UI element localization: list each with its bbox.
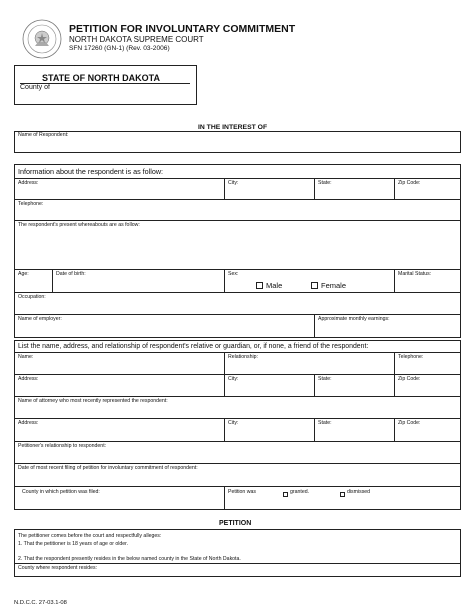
relative-telephone-label: Telephone: — [398, 354, 424, 360]
relative-city-label: City: — [228, 376, 239, 382]
zip-label: Zip Code: — [398, 180, 421, 186]
relative-address-label: Address: — [18, 376, 39, 382]
petition-was-label: Petition was — [228, 489, 256, 495]
petition-heading: PETITION — [219, 520, 252, 527]
respondent-name-field[interactable] — [14, 131, 461, 153]
county-label: County of — [20, 84, 50, 91]
recent-filing-label: Date of most recent filing of petition for involuntary commitment of respondent: — [18, 465, 198, 471]
petition-intro: The petitioner comes before the court and respectfully alleges: — [18, 533, 162, 539]
attorney-zip-label: Zip Code: — [398, 420, 421, 426]
info-heading: Information about the respondent is as follow: — [18, 167, 164, 176]
petition-item-1: 1. That the petitioner is 18 years of age or older. — [18, 541, 129, 547]
marital-label: Marital Status: — [398, 271, 432, 277]
respondent-name-label: Name of Respondent: — [18, 132, 69, 138]
dismissed-checkbox-box[interactable] — [340, 492, 345, 497]
city-label: City: — [228, 180, 239, 186]
sex-label: Sex: — [228, 271, 239, 277]
employer-label: Name of employer: — [18, 316, 62, 322]
attorney-name-label: Name of attorney who most recently represented the respondent: — [18, 398, 168, 404]
age-label: Age: — [18, 271, 29, 277]
state-title: STATE OF NORTH DAKOTA — [42, 73, 160, 83]
court-seal-icon — [22, 19, 62, 59]
attorney-address-label: Address: — [18, 420, 39, 426]
address-label: Address: — [18, 180, 39, 186]
form-number: SFN 17260 (GN-1) (Rev. 03-2006) — [69, 45, 170, 52]
whereabouts-label: The respondent's present whereabouts are as follow: — [18, 222, 140, 228]
earnings-label: Approximate monthly earnings: — [318, 316, 390, 322]
relative-zip-label: Zip Code: — [398, 376, 421, 382]
occupation-label: Occupation: — [18, 294, 46, 300]
granted-checkbox[interactable]: granted. — [283, 489, 309, 497]
dismissed-checkbox[interactable]: dismissed — [340, 489, 370, 497]
relative-name-label: Name: — [18, 354, 34, 360]
interest-heading: IN THE INTEREST OF — [198, 124, 268, 131]
county-filed-label: County in which petition was filed: — [22, 489, 100, 495]
male-checkbox[interactable]: Male — [256, 281, 282, 290]
dob-label: Date of birth: — [56, 271, 86, 277]
relationship-label: Relationship: — [228, 354, 258, 360]
female-checkbox-box[interactable] — [311, 282, 318, 289]
telephone-label: Telephone: — [18, 201, 44, 207]
footer-citation: N.D.C.C. 27-03.1-08 — [14, 600, 67, 606]
state-label: State: — [318, 180, 332, 186]
attorney-state-label: State: — [318, 420, 332, 426]
form-title: PETITION FOR INVOLUNTARY COMMITMENT — [69, 23, 296, 35]
petition-item-2: 2. That the respondent presently resides in the below named county in the State of North Dakota. — [18, 556, 241, 562]
attorney-city-label: City: — [228, 420, 239, 426]
county-resides-label: County where respondent resides: — [18, 565, 98, 571]
female-checkbox[interactable]: Female — [311, 281, 346, 290]
petitioner-relationship-label: Petitioner's relationship to respondent: — [18, 443, 107, 449]
court-name: NORTH DAKOTA SUPREME COURT — [69, 35, 204, 44]
granted-checkbox-box[interactable] — [283, 492, 288, 497]
relative-state-label: State: — [318, 376, 332, 382]
relative-heading: List the name, address, and relationship of respondent's relative or guardian, or, if none, a friend of the respondent: — [18, 343, 369, 350]
male-checkbox-box[interactable] — [256, 282, 263, 289]
